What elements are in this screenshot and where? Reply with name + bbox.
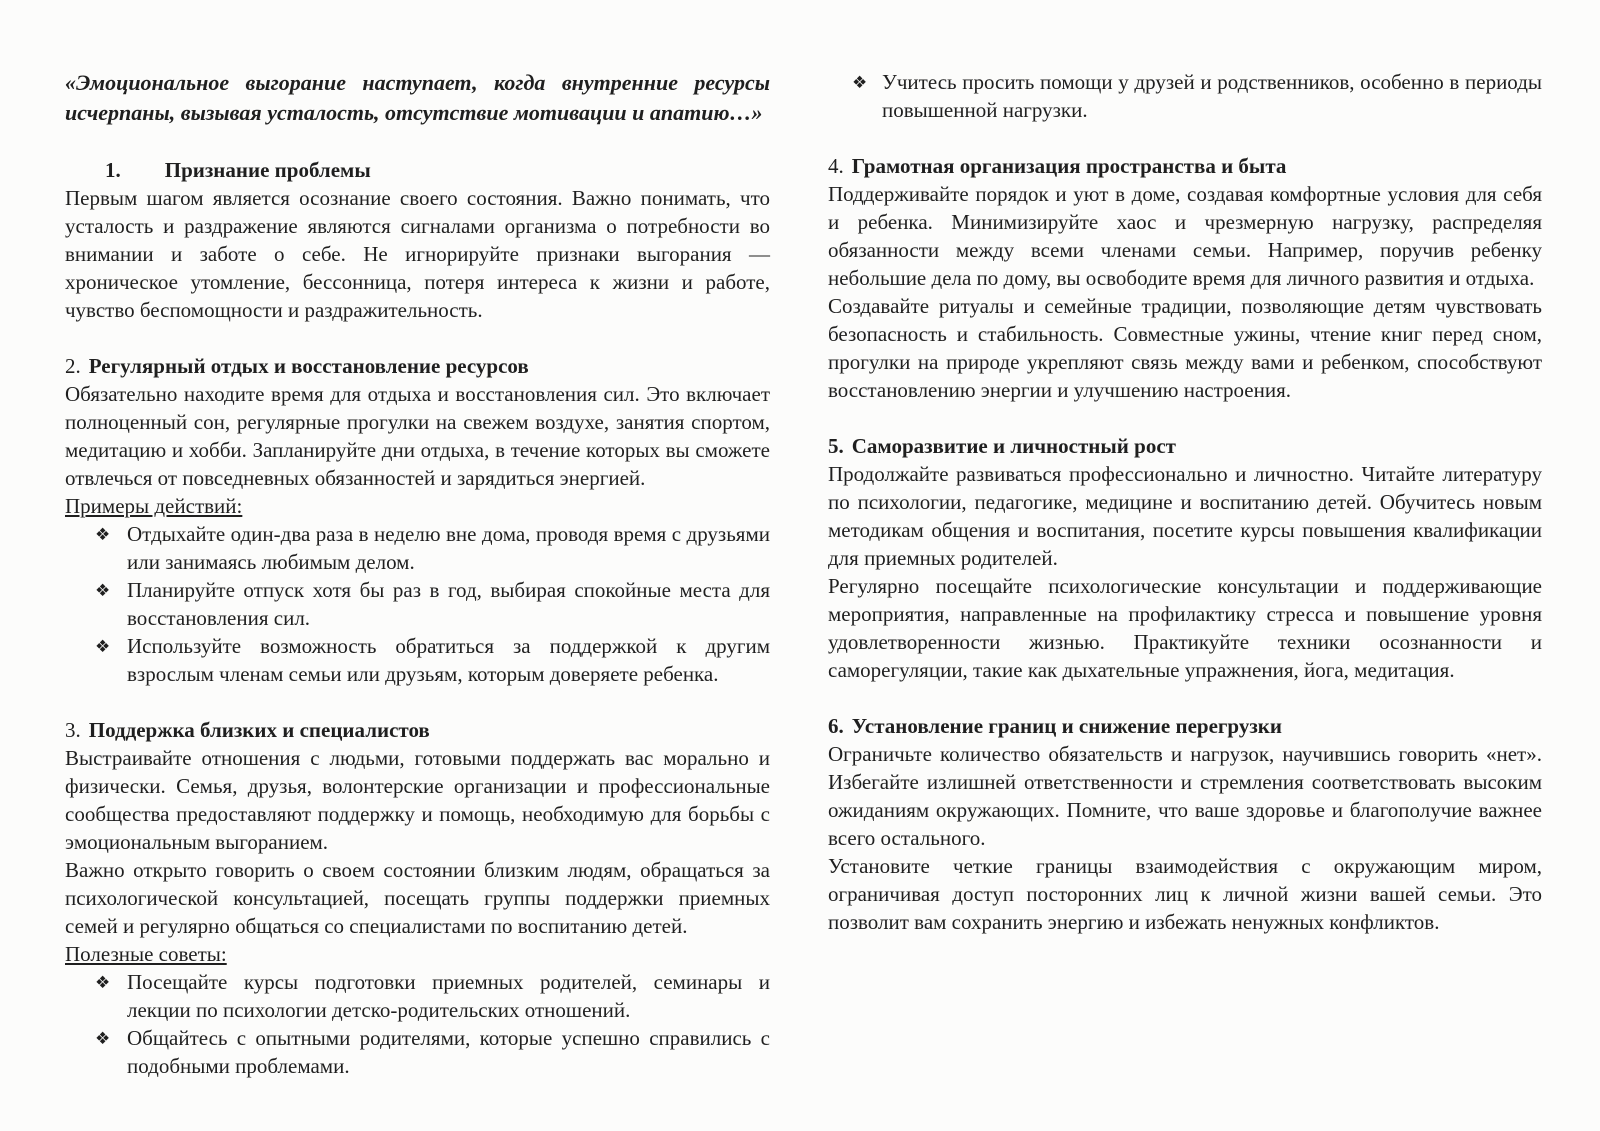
bullet-icon: ❖ [95,525,111,545]
section-4-heading [828,152,1542,180]
section-1-paragraph: Первым шагом является осознание своего состояния. Важно понимать, что усталость и раздражение являются сигналами организма о потребности во внимании и заботе о себе. Не игнорируйте признаки выгорания — хроническое утомление, бессонница, потеря интереса к жизни и работе, чувство беспомощности и раздражительность. [65,186,770,322]
list-item [65,576,770,632]
list-item [828,68,1542,124]
section-2-heading [65,352,770,380]
section-3-paragraph-2: Важно открыто говорить о своем состоянии близким людям, обращаться за психологической консультацией, посещать группы поддержки приемных семей и регулярно общаться со специалистами по воспитанию детей. [65,858,770,938]
section-3-title: Поддержка близких и специалистов [88,718,430,742]
list-item [65,1024,770,1080]
section-5-paragraph-1: Продолжайте развиваться профессионально и личностно. Читайте литературу по психологии, педагогике, медицине и воспитанию детей. Обучитесь новым методикам общения и воспитания, посетите курсы повышения квалификации для приемных родителей. [828,462,1542,570]
list-item-text: Планируйте отпуск хотя бы раз в год, выбирая спокойные места для восстановления сил. [127,578,770,630]
tips-list-continued [828,68,1542,124]
list-item [65,520,770,576]
section-2-title: Регулярный отдых и восстановление ресурсов [88,354,529,378]
list-item [65,632,770,688]
bullet-icon: ❖ [95,637,111,657]
section-3-paragraph-1: Выстраивайте отношения с людьми, готовыми поддержать вас морально и физически. Семья, друзья, волонтерские организации и профессиональные сообщества предоставляют поддержку и помощь, необходимую для борьбы с эмоциональным выгоранием. [65,746,770,854]
section-4-number: 4. [828,154,844,178]
section-6-title: Установление границ и снижение перегрузки [851,714,1282,738]
section-1-number: 1. [105,158,121,182]
section-4-paragraph-1: Поддерживайте порядок и уют в доме, создавая комфортные условия для себя и ребенка. Минимизируйте хаос и чрезмерную нагрузку, распределяя обязанности между всеми членами семьи. Например, поручив ребенку небольшие дела по дому, вы освободите время для личного развития и отдыха. [828,182,1542,290]
examples-label: Примеры действий: [65,494,243,518]
list-item-text: Общайтесь с опытными родителями, которые успешно справились с подобными проблемами. [127,1026,770,1078]
list-item [65,968,770,1024]
bullet-icon: ❖ [852,73,868,93]
section-6-number: 6. [828,714,844,738]
section-2-number: 2. [65,354,81,378]
section-4-paragraph-2: Создавайте ритуалы и семейные традиции, позволяющие детям чувствовать безопасность и стабильность. Совместные ужины, чтение книг перед сном, прогулки на природе укрепляют связь между вами и ребенком, способствуют восстановлению энергии и улучшению настроения. [828,294,1542,402]
section-6-paragraph-2: Установите четкие границы взаимодействия с окружающим миром, ограничивая доступ посторонних лиц к личной жизни вашей семьи. Это позволит вам сохранить энергию и избежать ненужных конфликтов. [828,854,1542,934]
epigraph-quote: «Эмоциональное выгорание наступает, когда внутренние ресурсы исчерпаны, вызывая усталость, отсутствие мотивации и апатию…» [65,70,770,125]
section-5-heading [828,432,1542,460]
section-2-paragraph: Обязательно находите время для отдыха и восстановления сил. Это включает полноценный сон, регулярные прогулки на свежем воздухе, занятия спортом, медитацию и хобби. Запланируйте дни отдыха, в течение которых вы сможете отвлечься от повседневных обязанностей и зарядиться энергией. [65,382,770,490]
left-column [65,68,770,1131]
bullet-icon: ❖ [95,973,111,993]
section-5-number: 5. [828,434,844,458]
section-1-heading [65,156,770,184]
section-6-heading [828,712,1542,740]
tips-label: Полезные советы: [65,942,227,966]
section-4-title: Грамотная организация пространства и быта [851,154,1287,178]
list-item-text: Посещайте курсы подготовки приемных родителей, семинары и лекции по психологии детско-родительских отношений. [127,970,770,1022]
section-5-title: Саморазвитие и личностный рост [851,434,1176,458]
list-item-text: Используйте возможность обратиться за поддержкой к другим взрослым членам семьи или друзьям, которым доверяете ребенка. [127,634,770,686]
list-item-text: Учитесь просить помощи у друзей и родственников, особенно в периоды повышенной нагрузки. [882,70,1542,122]
section-5-paragraph-2: Регулярно посещайте психологические консультации и поддерживающие мероприятия, направленные на профилактику стресса и повышение уровня удовлетворенности жизнью. Практикуйте техники осознанности и саморегуляции, такие как дыхательные упражнения, йога, медитация. [828,574,1542,682]
bullet-icon: ❖ [95,581,111,601]
tips-list [65,968,770,1080]
section-3-heading [65,716,770,744]
bullet-icon: ❖ [95,1029,111,1049]
list-item-text: Отдыхайте один-два раза в неделю вне дома, проводя время с друзьями или занимаясь любимым делом. [127,522,770,574]
right-column [828,68,1542,1131]
section-1-title: Признание проблемы [164,158,371,182]
section-3-number: 3. [65,718,81,742]
examples-list [65,520,770,688]
section-6-paragraph-1: Ограничьте количество обязательств и нагрузок, научившись говорить «нет». Избегайте излишней ответственности и стремления соответствовать высоким ожиданиям окружающих. Помните, что ваше здоровье и благополучие важнее всего остального. [828,742,1542,850]
